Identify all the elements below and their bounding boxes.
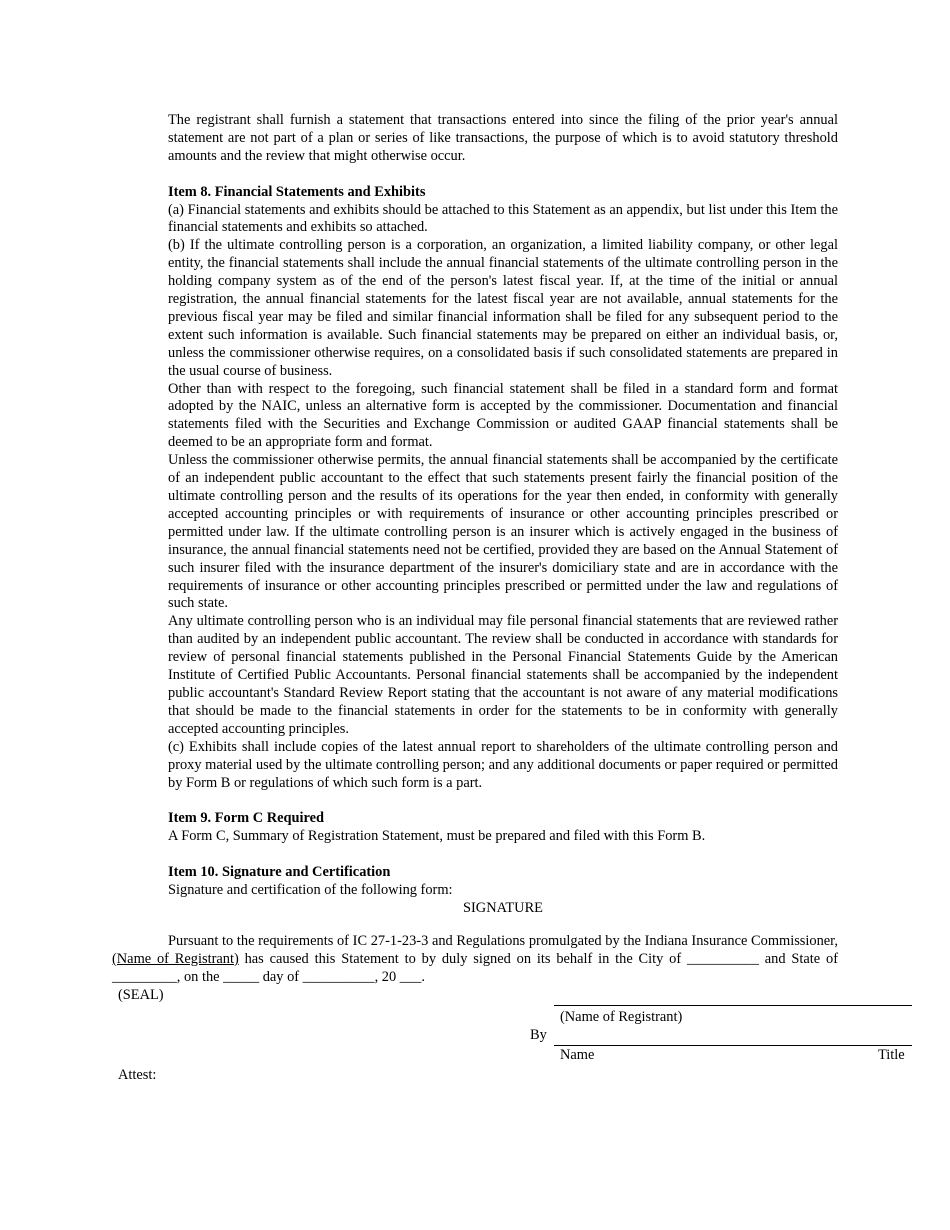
item8-paragraph-a: (a) Financial statements and exhibits should be attached to this Statement as an appendix, but list under this Item the financial statements and exhibits so attached. [168,201,838,236]
by-label: By [530,1027,547,1043]
item9-text: A Form C, Summary of Registration Statement, must be prepared and filed with this Form B. [168,828,706,845]
item9-heading: Item 9. Form C Required [168,810,325,827]
registrant-signature-line [554,1005,912,1006]
intro-paragraph: The registrant shall furnish a statement that transactions entered into since the filing of the prior year's annual statement are not part of a plan or series of like transactions, the purpose of which is to avoid statutory threshold amounts and the review that might otherwise occur. [168,112,838,164]
by-signature-line [554,1045,912,1046]
item10-heading: Item 10. Signature and Certification [168,864,391,881]
item8-paragraph-other: Other than with respect to the foregoing, such financial statement shall be filed in a standard form and format adopted by the NAIC, unless an alternative form is accepted by the commissioner. Documentation and financial statements filed with the Securities and Exchange Commission or audited GAAP financial statements shall be deemed to be an appropriate form and format. [168,380,838,451]
item8-paragraph-b: (b) If the ultimate controlling person is a corporation, an organization, a limited liability company, or other legal entity, the financial statements shall include the annual financial statements of the ultimate controlling person in the holding company system as of the end of the person's latest fiscal year. If, at the time of the initial or annual registration, the annual financial statements for the latest fiscal year are not available, annual statements for the previous fiscal year may be filed and similar financial information shall be filed for any subsequent period to the extent such information is available. Such financial statements may be prepared on either an individual basis, or, unless the commissioner otherwise requires, on a consolidated basis if such consolidated statements are prepared in the usual course of business. [168,237,838,379]
name-label: Name [560,1047,595,1063]
seal-label: (SEAL) [118,987,164,1003]
title-label: Title [878,1047,905,1063]
item8-paragraph-c: (c) Exhibits shall include copies of the latest annual report to shareholders of the ultimate controlling person and proxy material used by the ultimate controlling person; and any additional documents or paper required or permitted by Form B or regulations of which such form is a part. [168,738,838,791]
item8-heading: Item 8. Financial Statements and Exhibits [168,183,426,200]
item10-text: Signature and certification of the following form: [168,881,453,898]
document-body [168,112,838,918]
signature-text-part1: Pursuant to the requirements of IC 27-1-23-3 and Regulations promulgated by the Indiana Insurance Commissioner, [168,933,838,949]
signature-text-part2: has caused this Statement to by duly signed on its behalf in the City of __________ and State of _________, on the _____ day of __________, 20 ___. [112,950,838,985]
registrant-name-underlined: (Name of Registrant) [112,950,239,967]
signature-paragraph [112,933,838,987]
item8-paragraph-unless: Unless the commissioner otherwise permits, the annual financial statements shall be accompanied by the certificate of an independent public accountant to the effect that such statements present fairly the financial position of the ultimate controlling person and the results of its operations for the year then ended, in conformity with generally accepted accounting principles or with requirements of insurance or other accounting principles prescribed or permitted under law. If the ultimate controlling person is an insurer which is actively engaged in the business of insurance, the annual financial statements need not be certified, provided they are based on the Annual Statement of such insurer filed with the insurance department of the insurer's domiciliary state and are in accordance with the requirements of insurance or other accounting principles prescribed or permitted under the law and regulations of such state. [168,452,838,612]
attest-label: Attest: [118,1067,157,1083]
signature-title: SIGNATURE [463,899,543,916]
item8-paragraph-any: Any ultimate controlling person who is an individual may file personal financial statements that are reviewed rather than audited by an independent public accountant. The review shall be conducted in accordance with standards for review of personal financial statements published in the Personal Financial Statements Guide by the American Institute of Certified Public Accountants. Personal financial statements shall be accompanied by the independent public accountant's Standard Review Report stating that the accountant is not aware of any material modifications that should be made to the financial statements in order for the statements to be in conformity with generally accepted accounting principles. [168,613,838,737]
name-of-registrant-label: (Name of Registrant) [560,1009,683,1025]
